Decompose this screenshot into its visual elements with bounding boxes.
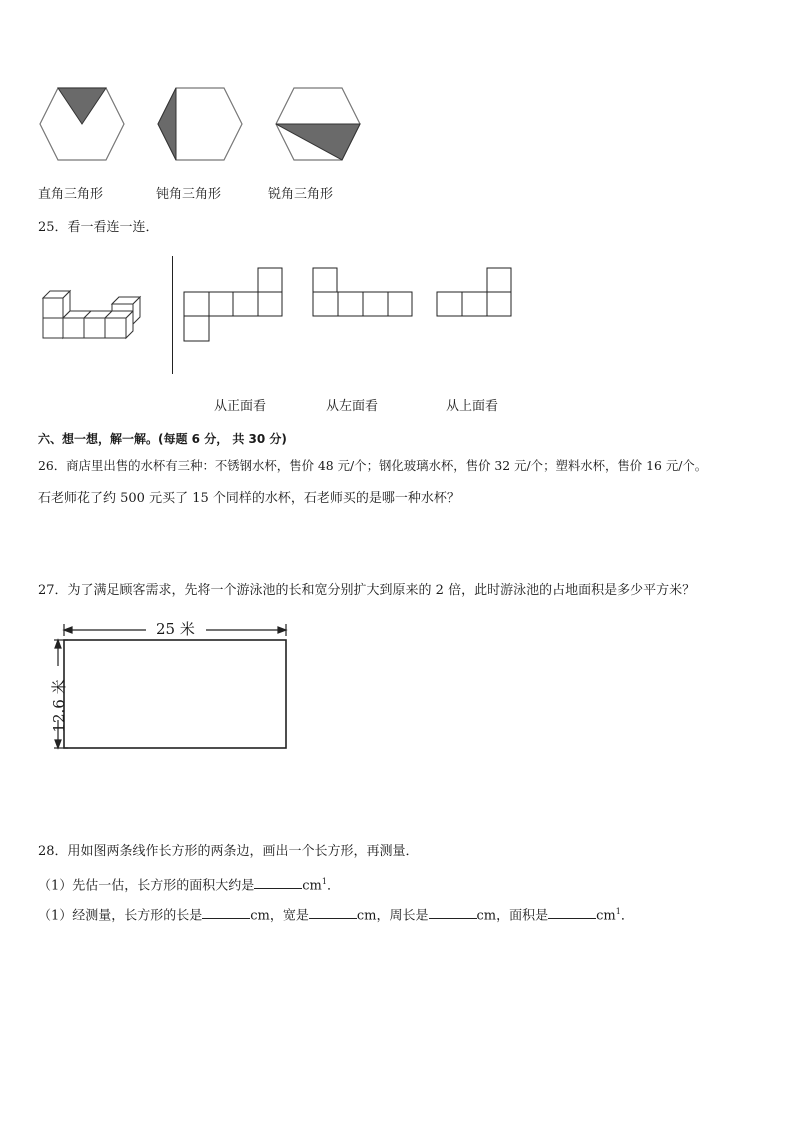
- question-27-text: 27．为了满足顾客需求，先将一个游泳池的长和宽分别扩大到原来的 2 倍，此时游泳池的占地面积是多少平方米？: [38, 583, 696, 598]
- question-26-line-2: 石老师花了约 500 元买了 15 个同样的水杯，石老师买的是哪一种水杯？: [38, 491, 460, 506]
- width-blank[interactable]: [309, 906, 357, 919]
- part-2-prefix: （1）经测量，长方形的长是: [38, 908, 203, 924]
- part-2-unit-2: cm，周长是: [356, 908, 429, 924]
- hexagon-obtuse-triangle-figure: [156, 86, 246, 162]
- part-2-unit-1: cm，宽是: [250, 908, 309, 924]
- question-26-line-1: 26．商店里出售的水杯有三种：不锈钢水杯，售价 48 元/个；钢化玻璃水杯，售价 32 元/个；塑料水杯，售价 16 元/个。: [38, 458, 708, 473]
- question-28-part-2: [38, 903, 634, 925]
- hexagon-acute-triangle-figure: [274, 86, 364, 162]
- question-28-part-1: [38, 873, 340, 895]
- length-blank[interactable]: [202, 906, 250, 919]
- label-acute-triangle: 锐角三角形: [268, 187, 334, 202]
- view-shape-2: [312, 267, 414, 319]
- label-right-triangle: 直角三角形: [38, 187, 104, 202]
- label-obtuse-triangle: 钝角三角形: [156, 187, 222, 202]
- view-label-front: 从正面看: [214, 399, 267, 414]
- part-1-unit-sup: 1: [321, 877, 327, 886]
- view-shape-3: [436, 267, 514, 319]
- part-1-area-blank[interactable]: [254, 876, 302, 889]
- view-label-top: 从上面看: [446, 399, 499, 414]
- question-28-title: 28．用如图两条线作长方形的两条边，画出一个长方形，再测量．: [38, 844, 419, 859]
- part-1-end: ．: [326, 878, 340, 894]
- part-1-prefix: （1）先估一估，长方形的面积大约是: [38, 878, 255, 894]
- part-2-unit-3: cm，面积是: [476, 908, 549, 924]
- pool-width-label: 12.6 米: [50, 679, 68, 733]
- question-25-title: 25．看一看连一连．: [38, 220, 159, 235]
- q25-divider-line: [172, 256, 173, 374]
- part-2-end: ．: [620, 908, 634, 924]
- view-label-left: 从左面看: [326, 399, 379, 414]
- part-2-unit-sup: 1: [615, 907, 621, 916]
- view-shape-1: [183, 267, 283, 343]
- area-blank[interactable]: [548, 906, 596, 919]
- part-1-unit: cm: [302, 878, 322, 894]
- pool-rectangle-figure: [46, 620, 296, 754]
- cube-stack-3d-figure: [42, 290, 154, 344]
- perimeter-blank[interactable]: [429, 906, 477, 919]
- hexagon-right-triangle-figure: [38, 86, 128, 162]
- pool-length-label: 25 米: [156, 620, 195, 638]
- part-2-unit: cm: [596, 908, 616, 924]
- section-6-title: 六、想一想，解一解。(每题 6 分， 共 30 分): [38, 432, 287, 446]
